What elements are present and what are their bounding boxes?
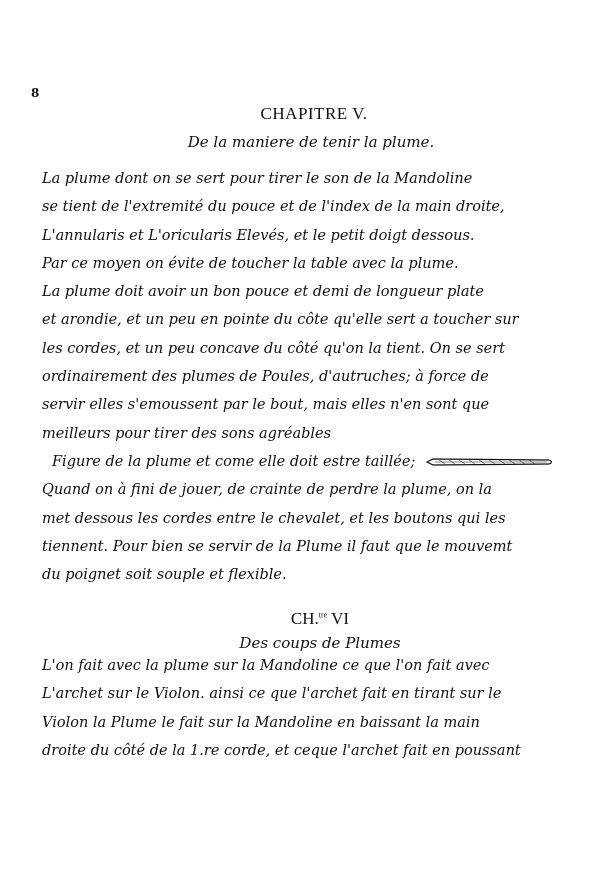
body-line: meilleurs pour tirer des sons agréables <box>42 425 332 442</box>
body-line: servir elles s'emoussent par le bout, mais elles n'en sont que <box>42 397 490 414</box>
chapter-subtitle: De la maniere de tenir la plume. <box>187 133 435 151</box>
body-line: ordinairement des plumes de Poules, d'autruches; à force de <box>42 369 489 386</box>
body-line: Quand on à fini de jouer, de crainte de perdre la plume, on la <box>42 482 492 499</box>
chapter-title: CHAPITRE V. <box>260 104 368 123</box>
body-line: Par ce moyen on évite de toucher la table avec la plume. <box>42 255 459 272</box>
section-subtitle: Des coups de Plumes <box>239 634 401 652</box>
section-title-num: VI <box>331 609 350 628</box>
body-line: L'annularis et L'oricularis Elevés, et le petit doigt dessous. <box>42 227 475 244</box>
chapter-body <box>42 165 562 589</box>
section-title-main: CH. <box>290 609 319 628</box>
body-line: L'archet sur le Violon. ainsi ce que l'archet fait en tirant sur le <box>42 686 502 703</box>
figure-caption: Figure de la plume et come elle doit estre taillée; <box>52 453 416 470</box>
body-line: La plume doit avoir un bon pouce et demi de longueur plate <box>42 284 484 301</box>
section-title-sup: tre <box>318 610 328 620</box>
page-number: 8 <box>31 86 40 100</box>
section-body <box>42 652 562 765</box>
body-line: les cordes, et un peu concave du côté qu'on la tient. On se sert <box>42 340 505 357</box>
body-line: et arondie, et un peu en pointe du côte qu'elle sert a toucher sur <box>42 312 519 329</box>
body-line: du poignet soit souple et flexible. <box>42 567 287 584</box>
body-line: La plume dont on se sert pour tirer le son de la Mandoline <box>42 171 473 187</box>
body-line: droite du côté de la 1.re corde, et ceque l'archet fait en poussant <box>42 742 521 759</box>
body-line: Violon la Plume le fait sur la Mandoline en baissant la main <box>42 714 480 731</box>
body-line: tiennent. Pour bien se servir de la Plume il faut que le mouvemt <box>42 538 513 555</box>
body-line: met dessous les cordes entre le chevalet, et les boutons qui les <box>42 510 506 527</box>
body-line: se tient de l'extremité du pouce et de l'index de la main droite, <box>42 199 505 216</box>
body-line: L'on fait avec la plume sur la Mandoline ce que l'on fait avec <box>42 658 490 674</box>
quill-figure-icon <box>425 457 555 467</box>
figure-caption-line <box>52 448 555 476</box>
section-title <box>0 609 600 629</box>
